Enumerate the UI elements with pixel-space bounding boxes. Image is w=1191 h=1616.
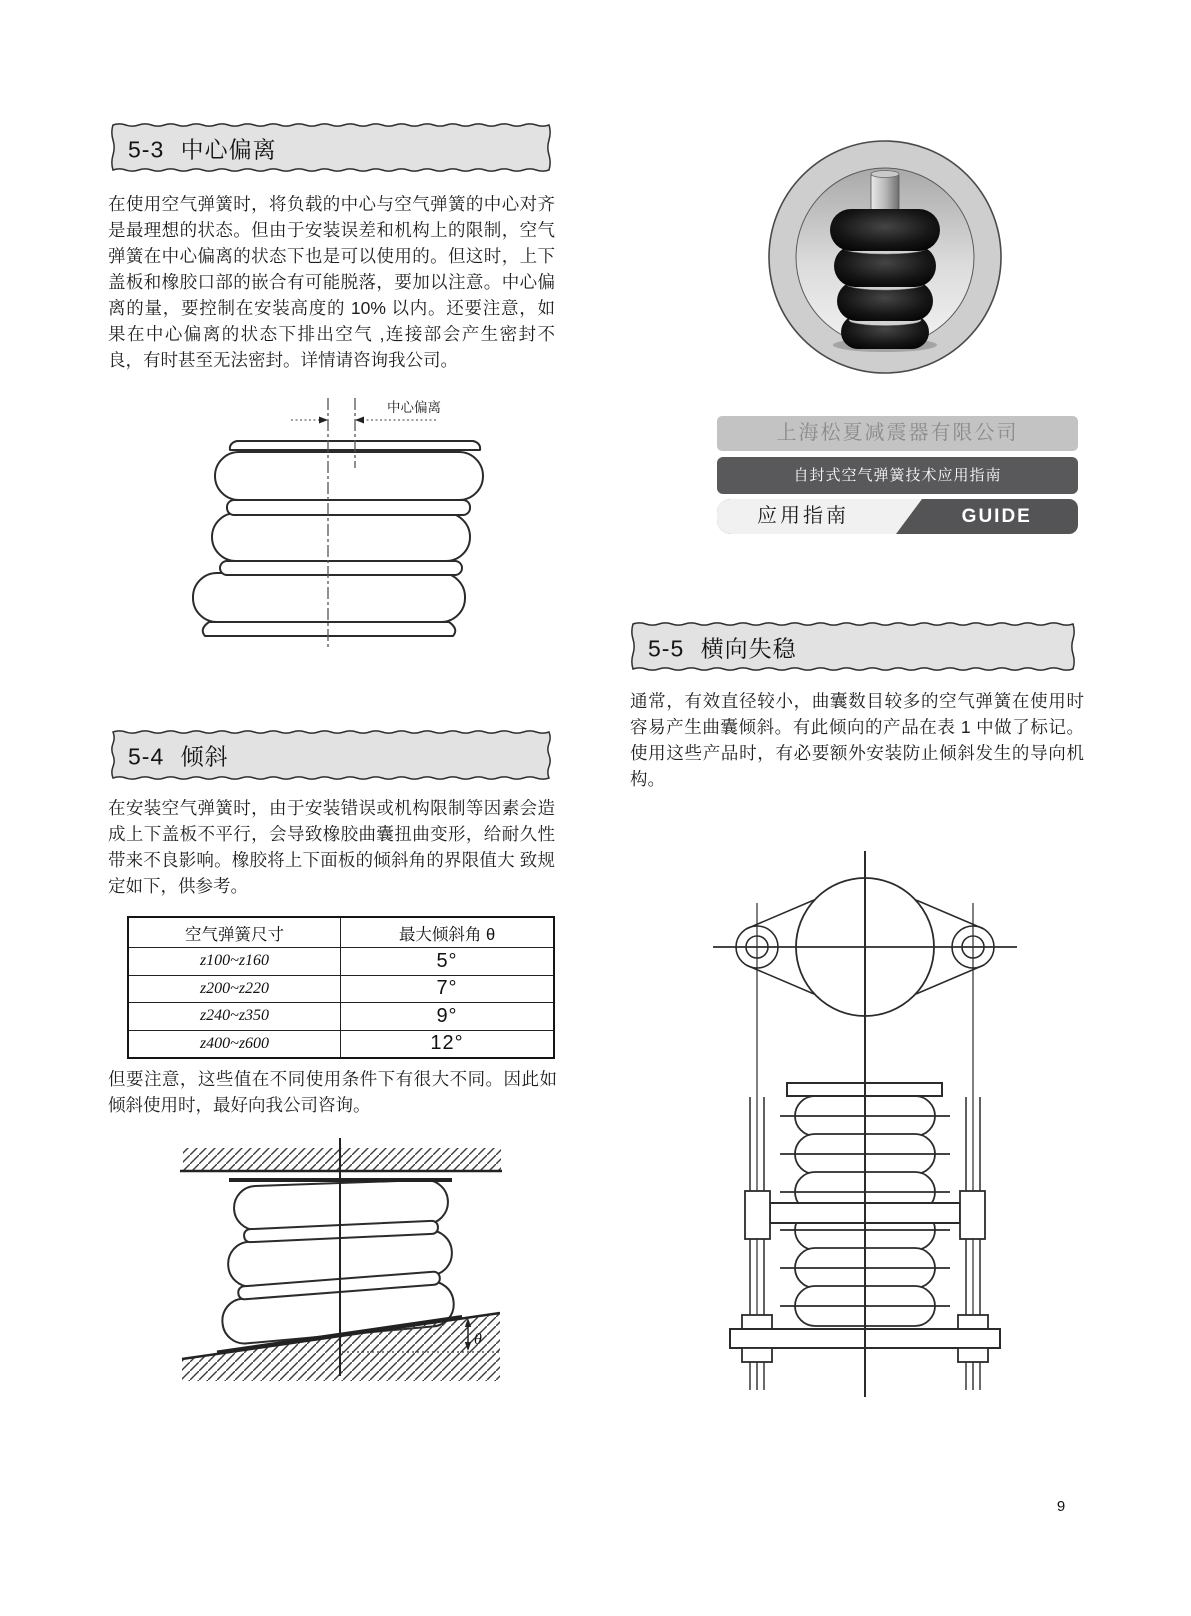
table-row — [128, 948, 554, 976]
angle-cell: 12° — [341, 1030, 555, 1058]
figure-guide-mechanism — [650, 845, 1050, 1405]
tilt-angle-table — [127, 916, 555, 1059]
guide-tab-label-cn: 应用指南 — [757, 505, 849, 527]
guide-tab-label-en: GUIDE — [961, 506, 1032, 527]
angle-cell: 7° — [341, 975, 555, 1003]
section-title-5-4: 5-4 倾斜 — [128, 743, 229, 770]
size-cell: z100~z160 — [128, 948, 341, 976]
table-row — [128, 975, 554, 1003]
section-header-5-3 — [110, 122, 552, 173]
section-title-5-3: 5-3 中心偏离 — [128, 136, 277, 162]
col-header-angle: 最大倾斜角 θ — [341, 917, 555, 948]
offset-dimension — [291, 417, 437, 424]
section-5-5-paragraph: 通常，有效直径较小，曲囊数目较多的空气弹簧在使用时容易产生曲囊倾斜。有此倾向的产品在表 1 中做了标记。使用这些产品时，有必要额外安装防止倾斜发生的导向机构。 — [630, 691, 1084, 789]
guide-subtitle-box: 自封式空气弹簧技术应用指南 — [717, 457, 1078, 494]
col-header-size: 空气弹簧尺寸 — [128, 917, 341, 948]
table-row — [128, 1003, 554, 1031]
section-title-5-5: 5-5 横向失稳 — [648, 635, 797, 661]
center-offset-label: 中心偏离 — [387, 400, 441, 415]
section-header-5-5 — [630, 621, 1076, 672]
product-photo-air-spring — [767, 139, 1003, 375]
table-header-row — [128, 917, 554, 948]
table-row — [128, 1030, 554, 1058]
size-cell: z400~z600 — [128, 1030, 341, 1058]
company-name-box: 上海松夏减震器有限公司 — [717, 416, 1078, 451]
figure-tilted-spring — [172, 1128, 508, 1386]
section-5-4-paragraph: 在安装空气弹簧时，由于安装错误或机构限制等因素会造成上下盖板不平行，会导致橡胶曲囊扭曲变形，给耐久性带来不良影响。橡胶将上下面板的倾斜角的界限值大 致规定如下，供参考。 — [108, 798, 555, 896]
section-5-4-note: 但要注意，这些值在不同使用条件下有很大不同。因此如倾斜使用时，最好向我公司咨询。 — [108, 1069, 557, 1115]
section-5-3-paragraph: 在使用空气弹簧时，将负载的中心与空气弹簧的中心对齐是最理想的状态。但由于安装误差和机构上的限制，空气弹簧在中心偏离的状态下也是可以使用的。但这时，上下盖板和橡胶口部的嵌合有可能脱落，要加以注意。中心偏离的量，要控制在安装高度的 10% 以内。还要注意，如果在中心偏离的状态下排出空气 ,连接部会产生密封不良，有时甚至无法密封。详情请咨询我公司。 — [108, 194, 555, 370]
theta-label: θ — [474, 1331, 482, 1348]
guide-tab-bar — [717, 499, 1078, 534]
section-header-5-4 — [110, 729, 552, 781]
angle-cell: 5° — [341, 948, 555, 976]
figure-center-offset — [185, 390, 505, 655]
size-cell: z200~z220 — [128, 975, 341, 1003]
page-number: 9 — [1056, 1498, 1066, 1515]
angle-cell: 9° — [341, 1003, 555, 1031]
size-cell: z240~z350 — [128, 1003, 341, 1031]
